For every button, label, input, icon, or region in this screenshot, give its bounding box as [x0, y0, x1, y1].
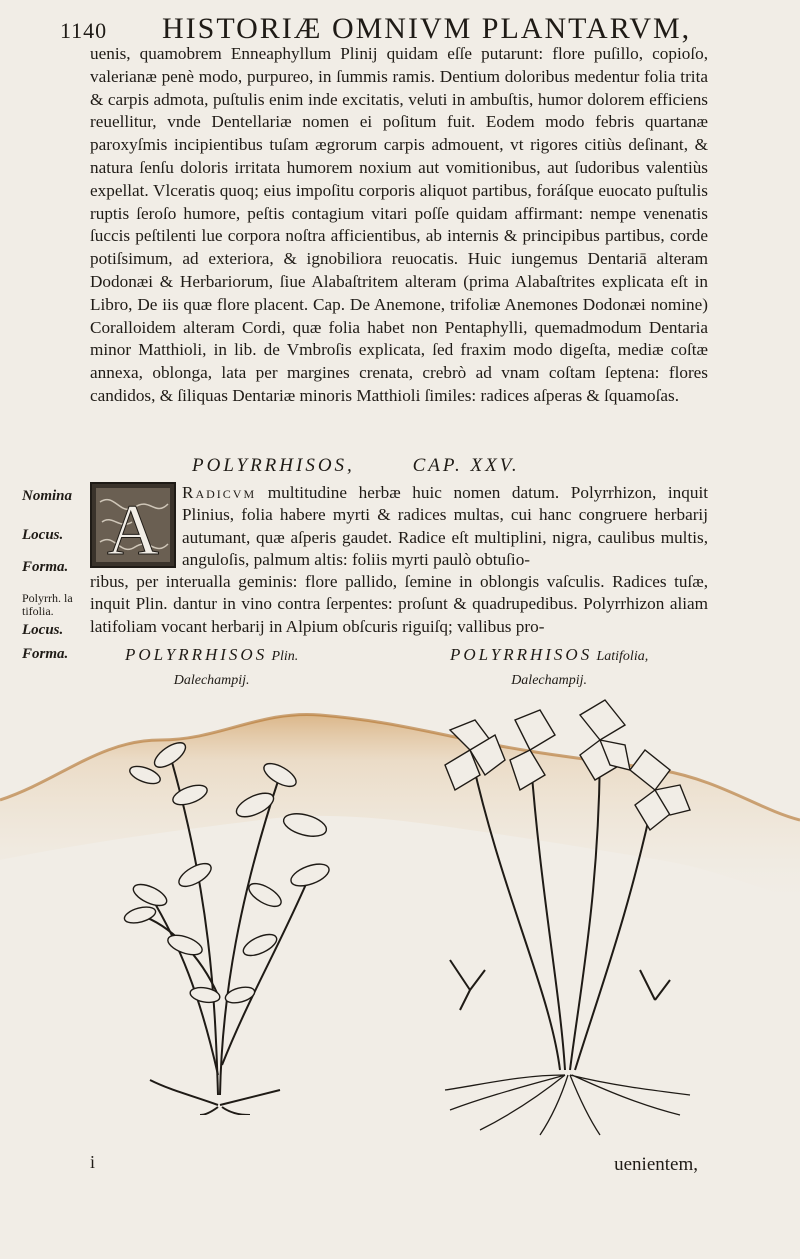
chapter-text-start: multitudine herbæ huic nomen datum. Polyrrhizon, inquit Plinius, folia habere myrti & radices multas, cui hanc congruere herbarij autumant, quæ aſperis gaudet. Radice eſt multiplini, nigra, caulibus multis, anguloſis, palmum altis: foliis myrti paulò obtuſio-	[182, 483, 708, 569]
figure-author: Dalechampij.	[173, 673, 250, 688]
catchword: uenientem,	[614, 1154, 698, 1175]
figure-author: Dalechampij.	[511, 673, 588, 688]
running-head: HISTORIÆ OMNIVM PLANTARVM,	[162, 12, 692, 45]
chapter-first-word: Radicvm	[182, 483, 257, 502]
chapter-title: POLYRRHISOS,	[192, 455, 355, 476]
woodcut-polyrrhisos	[110, 695, 350, 1115]
woodcut-polyrrhisos-latifolia	[430, 690, 710, 1140]
margin-note-nomina: Nomina	[22, 488, 73, 504]
margin-note-polyrrh: Polyrrh. la tifolia.	[22, 591, 73, 618]
decorated-initial	[90, 482, 176, 568]
chapter-heading	[192, 455, 520, 477]
figure-title: POLYRRHISOS	[450, 645, 593, 664]
body-paragraph: uenis, quamobrem Enneaphyllum Plinij quidam eſſe putarunt: flore puſillo, copioſo, valerianæ penè modo, purpureo, in ſummis ramis. Dentium doloribus medentur folia trita & carpis admota, puſtulis enim inde excitatis, veluti in ambuſtis, humor dolorem efficiens reuellitur, vnde Dentellariæ nomen ei poſitum fuit. Eodem modo febris quartanæ paroxyſmis incipientibus tuſam ægrorum carpis admouent, vt rigores citiùs deſinant, & natura ſenſu doloris irritata humorem noxium aut vomitionibus, aut ſudoribus valentiùs expellat. Vlceratis quoq; eius impoſitu corporis aliquot partibus, foráſque euocato puſtulis ruptis ſeroſo humore, peſtis contagium vitari poſſe quidam affirmant: nempe venenatis ſuccis peſtilenti lue corpora noſtra afficientibus, ab internis & principibus partibus, corde potiſsimum, ad exteriora, & ignobiliora reuocatis. Huic iungemus Dentariā alteram Dodonæi & Herbariorum, ſiue Alabaſtritem alteram (prima Alabaſtrites explicata eſt in Libro, De iis quæ flore placent. Cap. De Anemone, trifoliæ Anemones Dodonæi nomine) Coralloidem alteram Cordi, quæ folia habet non Pentaphylli, quemadmodum Dentaria minor Matthioli, in lib. de Vmbroſis explicata, ſed fraxim modo digeſta, mediæ coſtæ annexa, oblonga, lata per margines crenata, crebrò ad vnam coſtam ſeptena: flores candidos, & ſiliquas Dentariæ minoris Matthioli ſimiles: radices aſperas & ſquamoſas.	[90, 44, 708, 405]
figure-caption-right	[450, 644, 648, 692]
margin-note-forma: Forma.	[22, 559, 69, 575]
margin-note-locus-2: Locus.	[22, 622, 64, 638]
chapter-text-first	[182, 482, 708, 571]
chapter-text-rest: ribus, per interualla geminis: flore pallido, ſemine in oblongis vaſculis. Radices tuſæ, inquit Plin. dantur in vino contra ſerpentes: proſunt & quadrupedibus. Polyrrhizon aliam latifoliam vocant herbarij in Alpium obſcuris riguiſq; vallibus pro-	[90, 572, 708, 636]
figure-title: POLYRRHISOS	[125, 645, 268, 664]
figure-suffix: Plin.	[271, 649, 299, 664]
chapter-number: CAP. XXV.	[412, 455, 520, 476]
printer-signature: i	[90, 1152, 96, 1172]
margin-note-forma-2: Forma.	[22, 646, 69, 662]
page-number: 1140	[60, 18, 108, 43]
figure-caption-left	[125, 644, 298, 692]
initial-letter: A	[107, 490, 159, 568]
page-header	[0, 10, 800, 46]
margin-note-locus: Locus.	[22, 527, 64, 543]
figure-suffix: Latifolia,	[596, 649, 649, 664]
